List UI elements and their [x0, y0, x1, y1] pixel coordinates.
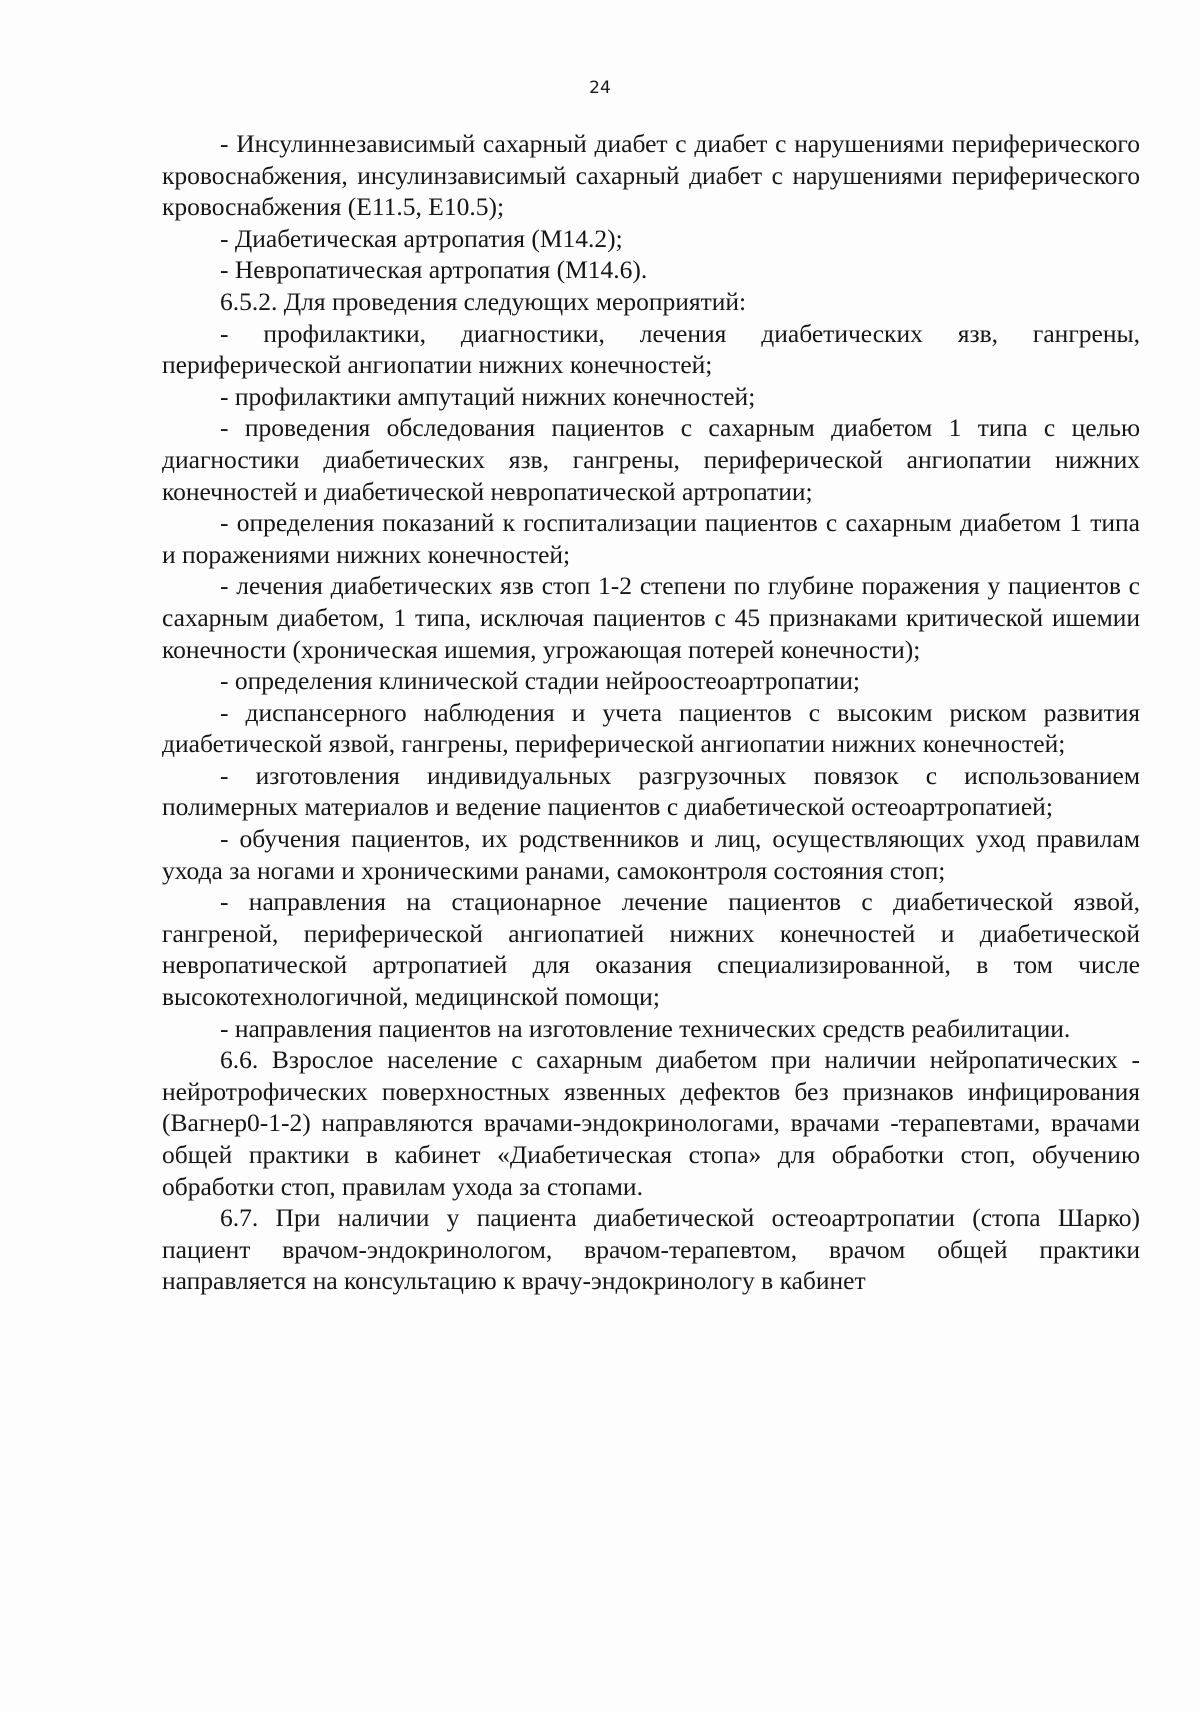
paragraph-dispensary: - диспансерного наблюдения и учета пациентов с высоким риском развития диабетической язвой, гангрены, периферической ангиопатии нижних конечностей; — [162, 697, 1140, 759]
paragraph-prophylaxis-diagnostics: - профилактики, диагностики, лечения диабетических язв, гангрены, периферической ангиопатии нижних конечностей; — [162, 318, 1140, 380]
paragraph-clinical-stage: - определения клинической стадии нейроостеоартропатии; — [220, 666, 861, 696]
paragraph-rehabilitation: - направления пациентов на изготовление технических средств реабилитации. — [220, 1013, 1071, 1043]
paragraph-bandages: - изготовления индивидуальных разгрузочных повязок с использованием полимерных материалов и ведение пациентов с диабетической остеоартропатией; — [162, 760, 1140, 822]
paragraph-amputation-prophylaxis: - профилактики ампутаций нижних конечностей; — [220, 381, 756, 411]
paragraph-inpatient-referral: - направления на стационарное лечение пациентов с диабетической язвой, гангреной, периферической ангиопатией нижних конечностей и диабетической невропатической артропатией для оказания специализированной, в том числе высокотехнологичной, медицинской помощи; — [162, 887, 1140, 1012]
document-body — [162, 128, 1140, 1297]
paragraph-section-6-7: 6.7. При наличии у пациента диабетической остеоартропатии (стопа Шарко) пациент врачом-эндокринологом, врачом-терапевтом, врачом общей практики направляется на консультацию к врачу-эндокринологу в кабинет — [162, 1203, 1140, 1296]
paragraph-education: - обучения пациентов, их родственников и лиц, осуществляющих уход правилам ухода за ногами и хроническими ранами, самоконтроля состояния стоп; — [162, 824, 1140, 885]
paragraph-examination: - проведения обследования пациентов с сахарным диабетом 1 типа с целью диагностики диабетических язв, гангрены, периферической ангиопатии нижних конечностей и диабетической невропатической артропатии; — [162, 413, 1140, 506]
paragraph-diabetic-arthropathy: - Диабетическая артропатия (M14.2); — [220, 223, 623, 253]
page-number: 24 — [589, 78, 611, 98]
paragraph-section-6-6: 6.6. Взрослое население с сахарным диабетом при наличии нейропатических - нейротрофических поверхностных язвенных дефектов без признаков инфицирования (Вагнер0-1-2) направляются врачами-эндокринологами, врачами -терапевтами, врачами общей практики в кабинет «Диабетическая стопа» для обработки стоп, обучению обработки стоп, правилам ухода за стопами. — [162, 1045, 1140, 1201]
paragraph-insulin-diabetes: - Инсулиннезависимый сахарный диабет с диабет с нарушениями периферического кровоснабжения, инсулинзависимый сахарный диабет с нарушениями периферического кровоснабжения (E11.5, E10.5); — [162, 129, 1140, 222]
paragraph-hospitalization: - определения показаний к госпитализации пациентов с сахарным диабетом 1 типа и поражениями нижних конечностей; — [162, 508, 1140, 569]
paragraph-section-6-5-2: 6.5.2. Для проведения следующих мероприятий: — [220, 286, 747, 316]
paragraph-ulcer-treatment: - лечения диабетических язв стоп 1-2 степени по глубине поражения у пациентов с сахарным диабетом, 1 типа, исключая пациентов с 45 признаками критической ишемии конечности (хроническая ишемия, угрожающая потерей конечности); — [162, 571, 1140, 664]
paragraph-neuropathic-arthropathy: - Невропатическая артропатия (M14.6). — [220, 255, 648, 285]
